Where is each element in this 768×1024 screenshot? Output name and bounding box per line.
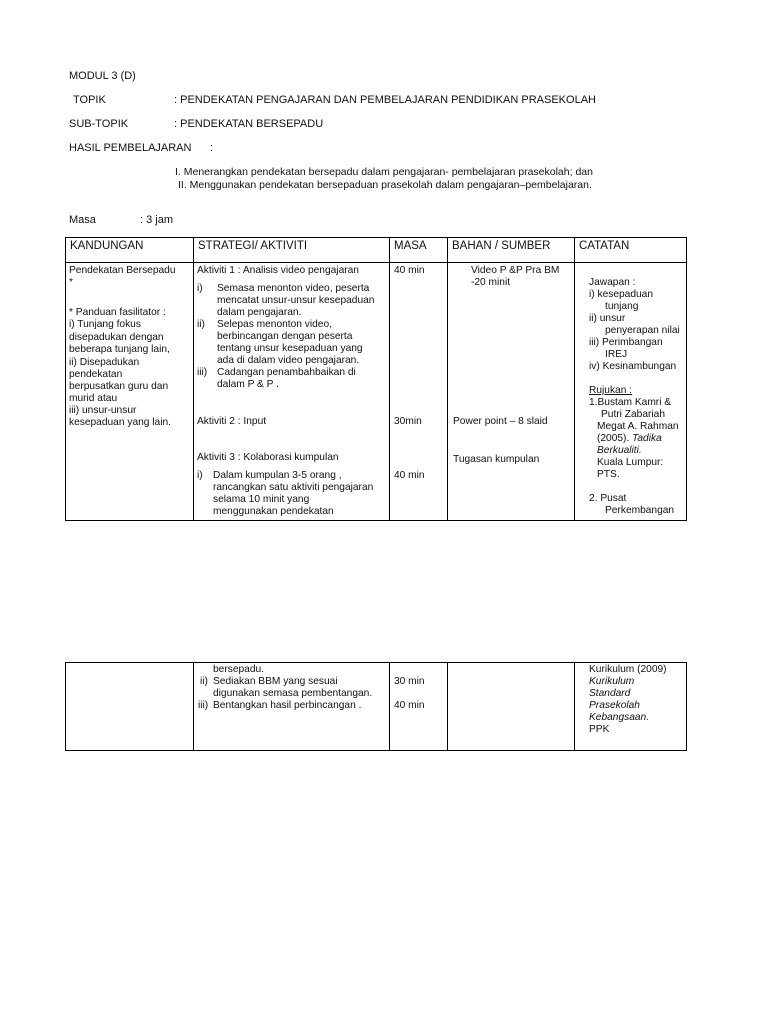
lesson-plan-table xyxy=(65,237,687,521)
subtopic-label: SUB-TOPIK xyxy=(69,118,129,130)
aktiviti-1-item-line: mencatat unsur-unsur kesepaduan xyxy=(217,295,375,306)
rujukan-line: Kurikulum xyxy=(589,676,635,687)
duration-label: Masa xyxy=(69,214,96,226)
aktiviti-2-title: Aktiviti 2 : Input xyxy=(197,416,267,427)
jawapan-line: ii) unsur xyxy=(589,313,626,324)
rujukan-line: Kuala Lumpur: xyxy=(597,457,664,468)
masa-value: 30 min xyxy=(394,676,425,687)
kandungan-line: ii) Disepadukan xyxy=(69,357,140,368)
aktiviti-3-title: Aktiviti 3 : Kolaborasi kumpulan xyxy=(197,452,339,463)
rujukan-year: (2005). xyxy=(597,433,633,444)
table-row xyxy=(66,663,687,751)
masa-cell xyxy=(390,263,448,521)
bahan-line: Power point – 8 slaid xyxy=(453,416,548,427)
rujukan-line: Prasekolah xyxy=(589,700,640,711)
kandungan-line: * xyxy=(69,277,73,288)
jawapan-line: penyerapan nilai xyxy=(605,325,680,336)
table-header-row xyxy=(66,238,687,263)
kandungan-line: beberapa tunjang lain, xyxy=(69,344,170,355)
bahan-line: -20 minit xyxy=(471,277,511,288)
rujukan-line: 1.Bustam Kamri & xyxy=(589,397,672,408)
objective-2: II. Menggunakan pendekatan bersepaduan prasekolah dalam pengajaran–pembelajaran. xyxy=(178,179,592,191)
masa-value: 30min xyxy=(394,416,422,427)
aktiviti-1-item-line: Cadangan penambahbaikan di xyxy=(217,367,356,378)
aktiviti-3-item-num: ii) xyxy=(200,676,208,687)
aktiviti-3-item-line: Bentangkan hasil perbincangan . xyxy=(213,700,362,711)
aktiviti-3-item-num: i) xyxy=(197,470,203,481)
column-header-strategi: STRATEGI/ AKTIVITI xyxy=(194,238,390,263)
kandungan-line: berpusatkan guru dan xyxy=(69,381,169,392)
rujukan-book-title: Tadika xyxy=(632,433,662,444)
kandungan-line: Pendekatan Bersepadu xyxy=(69,265,176,276)
aktiviti-1-item-num: i) xyxy=(197,283,203,294)
kandungan-line: pendekatan xyxy=(69,369,123,380)
jawapan-line: iv) Kesinambungan xyxy=(589,361,677,372)
rujukan-line: PPK xyxy=(589,724,610,735)
masa-value: 40 min xyxy=(394,265,425,276)
kandungan-cell xyxy=(66,263,194,521)
module-label: MODUL 3 (D) xyxy=(69,70,136,82)
lesson-plan-table-continued xyxy=(65,662,687,751)
bahan-line: Video P &P Pra BM xyxy=(471,265,560,276)
subtopic-value: : PENDEKATAN BERSEPADU xyxy=(174,118,324,130)
learning-outcomes-colon: : xyxy=(210,142,214,154)
rujukan-line: Standard xyxy=(589,688,631,699)
rujukan-line: Putri Zabariah xyxy=(601,409,665,420)
aktiviti-3-item-num: iii) xyxy=(198,700,209,711)
kandungan-line: iii) unsur-unsur xyxy=(69,405,137,416)
aktiviti-3-item-line: selama 10 minit yang xyxy=(213,494,310,505)
rujukan-line: PTS. xyxy=(597,469,620,480)
aktiviti-1-item-line: dalam pengajaran. xyxy=(217,307,302,318)
learning-outcomes-label: HASIL PEMBELAJARAN xyxy=(69,142,192,154)
rujukan-line: Kurikulum (2009) xyxy=(589,664,667,675)
jawapan-title: Jawapan : xyxy=(589,277,636,288)
kandungan-cell xyxy=(66,663,194,751)
catatan-cell xyxy=(575,663,687,751)
masa-cell xyxy=(390,663,448,751)
rujukan-line: Berkualiti. xyxy=(597,445,642,456)
aktiviti-3-item-line: rancangkan satu aktiviti pengajaran xyxy=(213,482,374,493)
bahan-cell xyxy=(448,263,575,521)
rujukan-line: 2. Pusat xyxy=(589,493,627,504)
aktiviti-cell xyxy=(194,263,390,521)
column-header-kandungan: KANDUNGAN xyxy=(66,238,194,263)
aktiviti-1-item-line: berbincangan dengan peserta xyxy=(217,331,353,342)
aktiviti-1-item-line: dalam P & P . xyxy=(217,379,279,390)
topic-value: : PENDEKATAN PENGAJARAN DAN PEMBELAJARAN PENDIDIKAN PRASEKOLAH xyxy=(174,94,596,106)
aktiviti-1-item-num: iii) xyxy=(197,367,208,378)
aktiviti-1-item-num: ii) xyxy=(197,319,205,330)
aktiviti-1-item-line: Semasa menonton video, peserta xyxy=(217,283,370,294)
table-row xyxy=(66,263,687,521)
rujukan-line: Megat A. Rahman xyxy=(597,421,679,432)
kandungan-line: disepadukan dengan xyxy=(69,332,164,343)
aktiviti-3-item-line: bersepadu. xyxy=(213,664,264,675)
kandungan-line: * Panduan fasilitator : xyxy=(69,307,166,318)
rujukan-line: Perkembangan xyxy=(605,505,675,516)
kandungan-line: kesepaduan yang lain. xyxy=(69,417,171,428)
aktiviti-cell xyxy=(194,663,390,751)
aktiviti-3-item-line: Dalam kumpulan 3-5 orang , xyxy=(213,470,342,481)
jawapan-line: tunjang xyxy=(605,301,639,312)
aktiviti-1-item-line: ada di dalam video pengajaran. xyxy=(217,355,360,366)
aktiviti-1-title: Aktiviti 1 : Analisis video pengajaran xyxy=(197,265,359,276)
duration-value: : 3 jam xyxy=(140,214,174,226)
aktiviti-3-item-line: menggunakan pendekatan xyxy=(213,506,334,517)
topic-label: TOPIK xyxy=(73,94,106,106)
rujukan-line: Kebangsaan. xyxy=(589,712,650,723)
masa-value: 40 min xyxy=(394,470,425,481)
aktiviti-3-item-line: Sediakan BBM yang sesuai xyxy=(213,676,338,687)
bahan-line: Tugasan kumpulan xyxy=(453,454,540,465)
column-header-bahan: BAHAN / SUMBER xyxy=(448,238,575,263)
jawapan-line: IREJ xyxy=(605,349,628,360)
bahan-cell xyxy=(448,663,575,751)
rujukan-title: Rujukan : xyxy=(589,385,633,396)
aktiviti-1-item-line: Selepas menonton video, xyxy=(217,319,332,330)
jawapan-line: i) kesepaduan xyxy=(589,289,654,300)
rujukan-line xyxy=(597,433,662,445)
masa-value: 40 min xyxy=(394,700,425,711)
objective-1: I. Menerangkan pendekatan bersepadu dalam pengajaran- pembelajaran prasekolah; dan xyxy=(175,166,593,178)
aktiviti-1-item-line: tentang unsur kesepaduan yang xyxy=(217,343,363,354)
kandungan-line: i) Tunjang fokus xyxy=(69,319,141,330)
column-header-catatan: CATATAN xyxy=(575,238,687,263)
catatan-cell xyxy=(575,263,687,521)
jawapan-line: iii) Perimbangan xyxy=(589,337,663,348)
column-header-masa: MASA xyxy=(390,238,448,263)
kandungan-line: murid atau xyxy=(69,393,118,404)
aktiviti-3-item-line: digunakan semasa pembentangan. xyxy=(213,688,373,699)
